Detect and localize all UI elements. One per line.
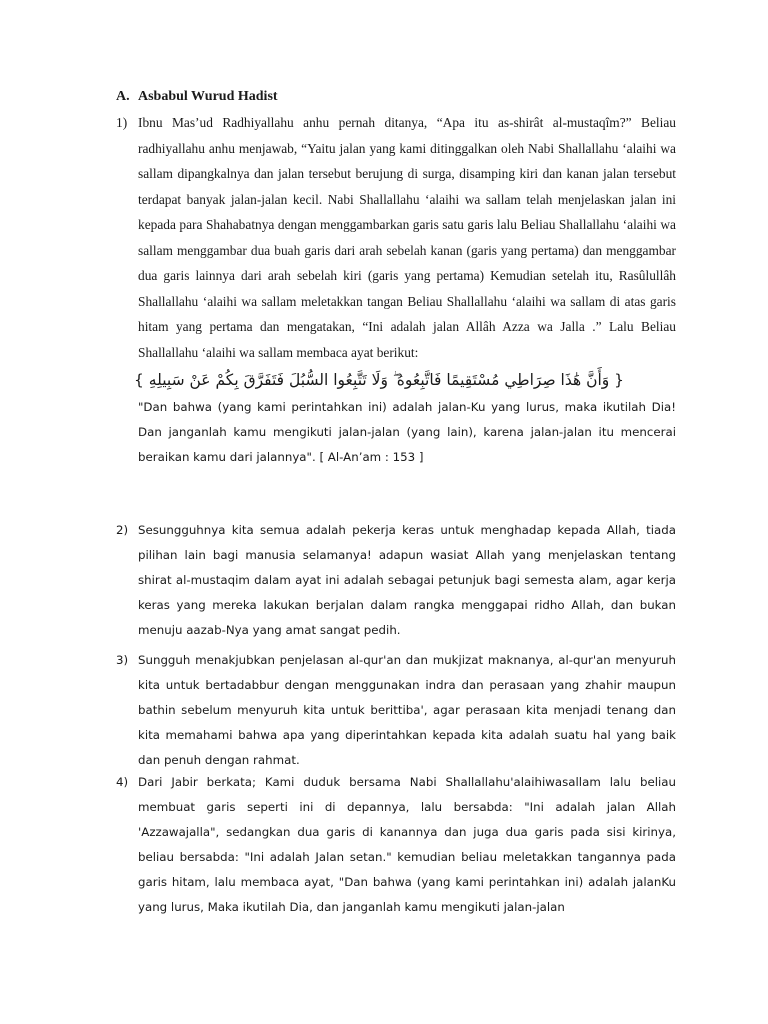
section-letter: A. <box>116 89 130 104</box>
list-number: 4) <box>116 775 129 789</box>
section-title: Asbabul Wurud Hadist <box>138 89 278 104</box>
list-number: 2) <box>116 523 129 537</box>
list-item-text: Sungguh menakjubkan penjelasan al-qur'an dan mukjizat maknanya, al-qur'an menyuruh kita untuk bertadabbur dengan menggunakan indra dan perasaan yang zhahir maupun bathin sebelum menyuruh kita untuk berittiba', agar perasaan kita menjadi tenang dan kita memahami bahwa apa yang diperintahkan kepada kita adalah suatu hal yang baik dan penuh dengan rahmat. <box>138 653 676 767</box>
list-item-1 <box>116 110 676 470</box>
list-item-4 <box>116 770 676 920</box>
list-number: 1) <box>116 115 128 130</box>
list-item-text: Ibnu Mas’ud Radhiyallahu anhu pernah ditanya, “Apa itu as-shirât al-mustaqîm?” Beliau radhiyallahu anhu menjawab, “Yaitu jalan yang kami ditinggalkan oleh Nabi Shallallahu ‘alaihi wa sallam dipangkalnya dan jalan tersebut berujung di surga, disamping kiri dan kanan jalan tersebut terdapat banyak jalan-jalan kecil. Nabi Shallallahu ‘alaihi wa sallam telah menjelaskan jalan ini kepada para Shahabatnya dengan menggambarkan garis satu garis lalu Beliau Shallallahu ‘alaihi wa sallam menggambar dua buah garis dari arah sebelah kanan (garis yang pertama) dan menggambar dua garis lainnya dari arah sebelah kiri (garis yang pertama) Kemudian setelah itu, Rasûlullâh Shallallahu ‘alaihi wa sallam meletakkan tangan Beliau Shallallahu ‘alaihi wa sallam di atas garis hitam yang pertama dan mengatakan, “Ini adalah jalan Allâh Azza wa Jalla .” Lalu Beliau Shallallahu ‘alaihi wa sallam membaca ayat berikut: <box>138 115 676 360</box>
list-number: 3) <box>116 653 129 667</box>
list-item-2 <box>116 518 676 643</box>
quran-verse-translation: "Dan bahwa (yang kami perintahkan ini) adalah jalan-Ku yang lurus, maka ikutilah Dia! Dan janganlah kamu mengikuti jalan-jalan (yang lain), karena jalan-jalan itu mencerai beraikan kamu dari jalannya". [ Al-An’am : 153 ] <box>138 400 676 464</box>
list-item-text: Dari Jabir berkata; Kami duduk bersama Nabi Shallallahu'alaihiwasallam lalu beliau membuat garis seperti ini di depannya, lalu bersabda: "Ini adalah jalan Allah 'Azzawajalla", sedangkan dua garis di kanannya dan juga dua garis pada sisi kirinya, beliau bersabda: "Ini adalah Jalan setan." kemudian beliau meletakkan tangannya pada garis hitam, lalu membaca ayat, "Dan bahwa (yang kami perintahkan ini) adalah jalanKu yang lurus, Maka ikutilah Dia, dan janganlah kamu mengikuti jalan-jalan <box>138 775 676 914</box>
list-item-text: Sesungguhnya kita semua adalah pekerja keras untuk menghadap kepada Allah, tiada pilihan lain bagi manusia selamanya! adapun wasiat Allah yang menjelaskan tentang shirat al-mustaqim dalam ayat ini adalah sebagai petunjuk bagi semesta alam, agar kerja keras yang mereka lakukan berjalan dalam rangka menggapai ridho Allah, dan bukan menuju aazab-Nya yang amat sangat pedih. <box>138 523 676 637</box>
quran-verse-arabic: { وَأَنَّ هَٰذَا صِرَاطِي مُسْتَقِيمًا فَاتَّبِعُوهُ ۖ وَلَا تَتَّبِعُوا السُّبُلَ فَتَفَرَّقَ بِكُمْ عَنْ سَبِيلِهِ } <box>134 371 625 389</box>
section-heading <box>116 88 278 106</box>
list-item-3 <box>116 648 676 773</box>
